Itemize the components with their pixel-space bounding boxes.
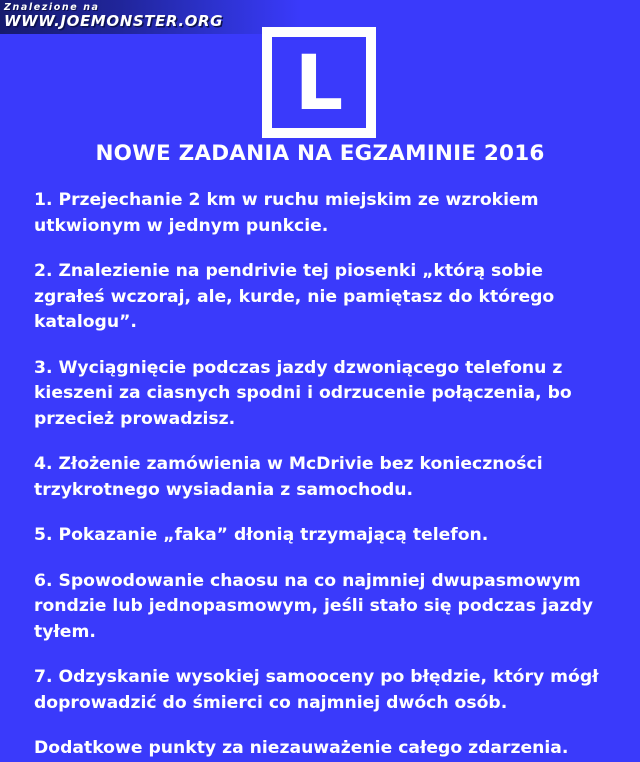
list-item: 6. Spowodowanie chaosu na co najmniej dwupasmowym rondzie lub jednopasmowym, jeśli stało się podczas jazdy tyłem. bbox=[34, 570, 593, 642]
badge-outer-frame bbox=[262, 27, 376, 138]
learner-plate-badge bbox=[262, 27, 376, 138]
watermark-line-1: Znalezione na bbox=[4, 2, 100, 13]
list-item: 4. Złożenie zamówienia w McDrivie bez konieczności trzykrotnego wysiadania z samochodu. bbox=[34, 454, 543, 500]
task-list bbox=[0, 188, 640, 716]
list-item: 2. Znalezienie na pendrivie tej piosenki „którą sobie zgrałeś wczoraj, ale, kurde, nie pamiętasz do którego katalogu”. bbox=[34, 261, 555, 332]
badge-letter-l: L bbox=[294, 37, 344, 127]
list-item: 5. Pokazanie „faka” dłonią trzymającą telefon. bbox=[34, 525, 489, 545]
list-item: 3. Wyciągnięcie podczas jazdy dzwoniącego telefonu z kieszeni za ciasnych spodni i odrzucenie połączenia, bo przecież prowadzisz. bbox=[34, 357, 572, 429]
badge-inner-field bbox=[272, 37, 366, 128]
site-watermark bbox=[0, 0, 300, 34]
bonus-note: Dodatkowe punkty za niezauważenie całego zdarzenia. bbox=[34, 738, 569, 758]
watermark-site-url: WWW.JOEMONSTER.ORG bbox=[4, 12, 224, 30]
poster-content bbox=[0, 141, 640, 762]
list-item: 7. Odzyskanie wysokiej samooceny po błędzie, który mógł doprowadzić do śmierci co najmniej dwóch osób. bbox=[34, 667, 599, 713]
page-title: NOWE ZADANIA NA EGZAMINIE 2016 bbox=[95, 141, 545, 166]
list-item: 1. Przejechanie 2 km w ruchu miejskim ze wzrokiem utkwionym w jednym punkcie. bbox=[34, 190, 539, 236]
